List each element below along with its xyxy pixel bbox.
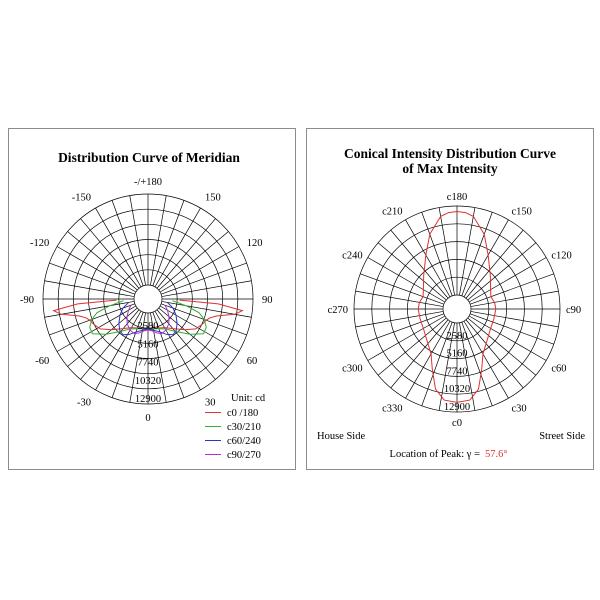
radial-tick-label: 10320 xyxy=(443,384,471,396)
angle-label: c300 xyxy=(342,363,363,375)
meridian-chart-panel xyxy=(8,128,296,470)
angle-label: c120 xyxy=(551,250,572,262)
radial-tick-label: 5160 xyxy=(446,348,468,360)
radial-tick-label: 7740 xyxy=(446,366,468,378)
angle-label: c270 xyxy=(327,305,348,316)
angle-label: 90 xyxy=(262,295,273,306)
legend xyxy=(205,408,261,461)
radial-tick-label: 12900 xyxy=(443,402,471,413)
angle-label: 120 xyxy=(246,238,263,249)
legend-entry: c30/210 xyxy=(227,422,261,433)
angle-label: 60 xyxy=(246,356,258,367)
angle-label: c180 xyxy=(446,192,468,203)
radial-tick-label: 7740 xyxy=(137,357,159,369)
unit-label: Unit: cd xyxy=(231,393,266,404)
angle-label: c240 xyxy=(342,250,363,262)
street-side-label: Street Side xyxy=(539,431,585,442)
angle-label: -/+180 xyxy=(133,177,163,188)
conical-chart-title: Conical Intensity Distribution Curve xyxy=(344,146,556,161)
angle-label: 0 xyxy=(145,413,151,424)
conical-chart-panel xyxy=(306,128,594,470)
angle-label: c330 xyxy=(382,403,403,415)
peak-location-label: Location of Peak: γ = xyxy=(389,449,480,460)
legend-entry: c60/240 xyxy=(227,436,261,447)
peak-location-value: 57.6° xyxy=(485,449,508,460)
angle-label: c90 xyxy=(566,305,582,316)
radial-tick-label: 12900 xyxy=(134,394,162,405)
meridian-chart xyxy=(9,129,295,469)
meridian-chart-title: Distribution Curve of Meridian xyxy=(58,150,240,165)
angle-label: -120 xyxy=(30,238,50,249)
angle-label: -150 xyxy=(71,192,91,204)
angle-label: c0 xyxy=(452,418,462,429)
grid-circle xyxy=(134,285,162,313)
legend-entry: c0 /180 xyxy=(227,408,259,419)
angle-label: 150 xyxy=(205,192,221,204)
grid-circle xyxy=(443,295,471,323)
angle-label: c60 xyxy=(551,363,567,375)
legend-entry: c90/270 xyxy=(227,450,261,461)
conical-chart-title-line2: of Max Intensity xyxy=(402,161,498,176)
angle-label: -60 xyxy=(35,356,50,367)
conical-chart xyxy=(307,129,593,469)
angle-label: c30 xyxy=(511,403,527,415)
radial-tick-label: 5160 xyxy=(137,339,159,351)
angle-label: 30 xyxy=(205,397,216,409)
radial-tick-label: 10320 xyxy=(134,375,162,387)
house-side-label: House Side xyxy=(317,431,366,442)
radial-tick-label: 2580 xyxy=(446,330,468,342)
radial-tick-label: 2580 xyxy=(137,321,159,333)
angle-label: -90 xyxy=(20,295,34,306)
angle-label: c150 xyxy=(511,206,532,218)
angle-label: -30 xyxy=(77,397,91,409)
angle-label: c210 xyxy=(382,206,403,218)
